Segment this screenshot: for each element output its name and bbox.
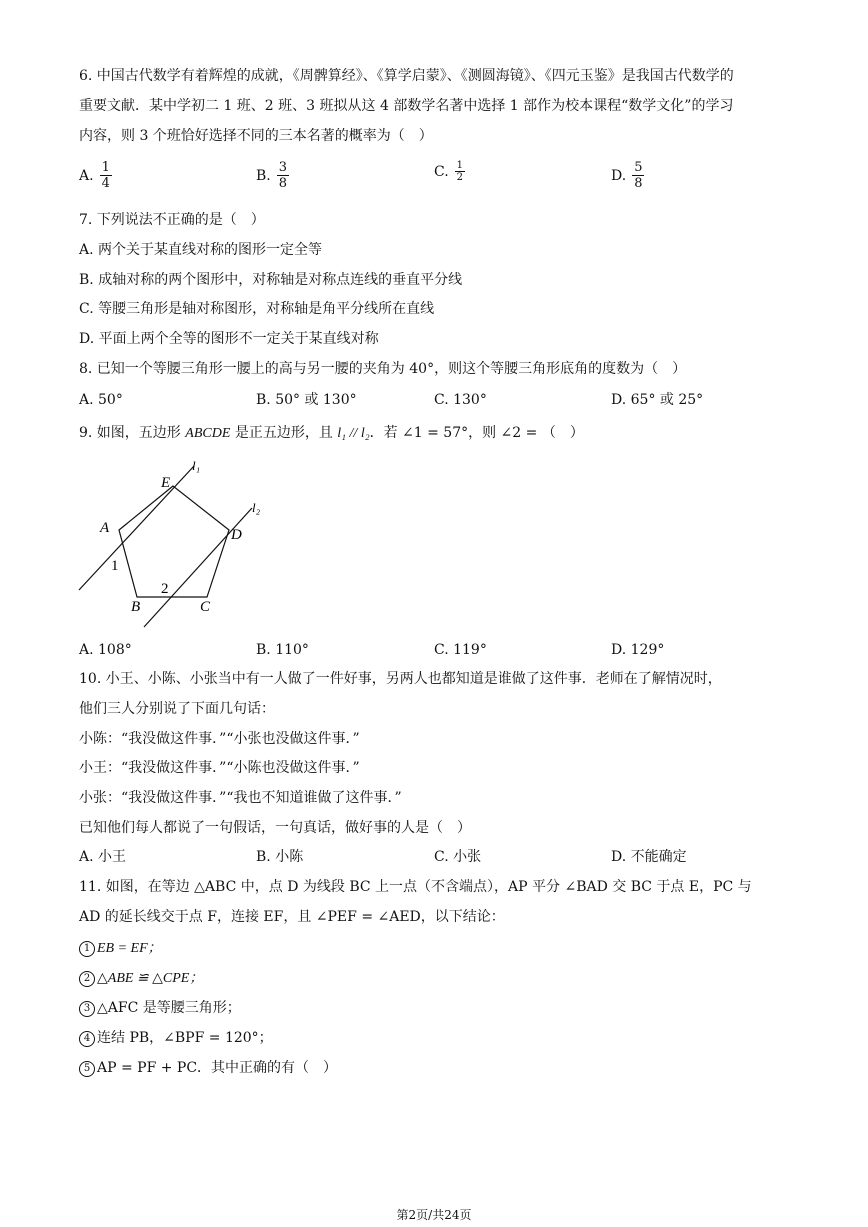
q9-option-d[interactable]: D. 129° bbox=[611, 642, 665, 658]
q11-conclusion-3: 3 △AFC 是等腰三角形； bbox=[79, 998, 241, 1018]
q6-line-3: 内容，则 3 个班恰好选择不同的三本名著的概率为（ ） bbox=[79, 128, 433, 144]
q11-line-1: 11. 如图，在等边 △ABC 中，点 D 为线段 BC 上一点（不含端点），AP 平分 ∠BAD 交 BC 于点 E，PC 与 bbox=[79, 879, 752, 895]
page-number: 第2页/共24页 bbox=[396, 1208, 472, 1222]
q8-options bbox=[79, 390, 799, 426]
label-a: A bbox=[100, 520, 110, 536]
q11-conclusion-1: 1 EB = EF； bbox=[79, 938, 162, 959]
q9-option-c[interactable]: C. 119° bbox=[434, 642, 487, 658]
label-d: D bbox=[231, 527, 242, 543]
q11-conclusion-5: 5 AP = PF + PC．其中正确的有（ ） bbox=[79, 1058, 337, 1078]
q6-line-2: 重要文献．某中学初二 1 班、2 班、3 班拟从这 4 部数学名著中选择 1 部作为校本课程“数学文化”的学习 bbox=[79, 98, 734, 114]
q11-line-2: AD 的延长线交于点 F，连接 EF，且 ∠PEF = ∠AED，以下结论： bbox=[79, 909, 505, 925]
q7-option-d[interactable]: D. 平面上两个全等的图形不一定关于某直线对称 bbox=[79, 331, 379, 347]
q10-option-c[interactable]: C. 小张 bbox=[434, 849, 482, 865]
q8-option-c[interactable]: C. 130° bbox=[434, 392, 487, 408]
label-l1: l₁ bbox=[192, 458, 201, 473]
circled-number-3: 3 bbox=[79, 1001, 95, 1017]
q9-stem: 9. 如图，五边形 ABCDE 是正五边形，且 l₁ // l₂．若 ∠1 = 57°，则 ∠2 = （ ） bbox=[79, 425, 584, 441]
q8-option-b[interactable]: B. 50° 或 130° bbox=[256, 392, 357, 408]
circled-number-5: 5 bbox=[79, 1061, 95, 1077]
q6-options bbox=[79, 160, 799, 196]
q8-option-a[interactable]: A. 50° bbox=[79, 392, 123, 408]
label-angle-2: 2 bbox=[161, 581, 169, 597]
q10-option-d[interactable]: D. 不能确定 bbox=[611, 849, 687, 865]
q11-conclusion-4: 4 连结 PB，∠BPF = 120°； bbox=[79, 1028, 273, 1048]
q10-option-a[interactable]: A. 小王 bbox=[79, 849, 127, 865]
q10-statement-chen: 小陈：“我没做这件事．”“小张也没做这件事．” bbox=[79, 731, 360, 747]
q10-line-2: 他们三人分别说了下面几句话： bbox=[79, 701, 275, 717]
label-e: E bbox=[161, 475, 171, 491]
q10-line-1: 10. 小王、小陈、小张当中有一人做了一件好事，另两人也都知道是谁做了这件事．老师在了解情况时， bbox=[79, 671, 722, 687]
line-l1 bbox=[79, 466, 194, 590]
label-b: B bbox=[131, 599, 141, 615]
q11-conclusion-2: 2 △ABE ≌ △CPE； bbox=[79, 968, 203, 989]
q7-stem: 7. 下列说法不正确的是（ ） bbox=[79, 212, 265, 228]
q10-statement-zhang: 小张：“我没做这件事．”“我也不知道谁做了这件事．” bbox=[79, 790, 402, 806]
q6-option-b[interactable]: B. 3 8 bbox=[256, 160, 288, 191]
q6-option-d[interactable]: D. 5 8 bbox=[611, 160, 643, 191]
label-l2: l₂ bbox=[252, 500, 261, 515]
label-angle-1: 1 bbox=[111, 558, 119, 574]
q7-option-c[interactable]: C. 等腰三角形是轴对称图形，对称轴是角平分线所在直线 bbox=[79, 301, 435, 317]
q8-stem: 8. 已知一个等腰三角形一腰上的高与另一腰的夹角为 40°，则这个等腰三角形底角的度数为（ ） bbox=[79, 361, 687, 377]
label-c: C bbox=[200, 599, 211, 615]
circled-number-1: 1 bbox=[79, 941, 95, 957]
q10-line-3: 已知他们每人都说了一句假话，一句真话，做好事的人是（ ） bbox=[79, 820, 471, 836]
q7-option-a[interactable]: A. 两个关于某直线对称的图形一定全等 bbox=[79, 242, 323, 258]
q10-option-b[interactable]: B. 小陈 bbox=[256, 849, 304, 865]
line-l2 bbox=[144, 508, 252, 627]
q7-option-b[interactable]: B. 成轴对称的两个图形中，对称轴是对称点连线的垂直平分线 bbox=[79, 272, 463, 288]
q9-option-b[interactable]: B. 110° bbox=[256, 642, 309, 658]
q6-option-a[interactable]: A. 1 4 bbox=[79, 160, 110, 191]
q8-option-d[interactable]: D. 65° 或 25° bbox=[611, 392, 704, 408]
circled-number-2: 2 bbox=[79, 971, 95, 987]
q6-line-1: 6. 中国古代数学有着辉煌的成就，《周髀算经》、《算学启蒙》、《测圆海镜》、《四元玉鉴》是我国古代数学的 bbox=[79, 68, 734, 84]
pentagon-figure bbox=[70, 452, 290, 634]
q6-option-c[interactable]: C. 1 2 bbox=[434, 160, 464, 183]
q9-option-a[interactable]: A. 108° bbox=[79, 642, 132, 658]
q10-statement-wang: 小王：“我没做这件事．”“小陈也没做这件事．” bbox=[79, 760, 360, 776]
pentagon-abcde bbox=[119, 486, 229, 597]
circled-number-4: 4 bbox=[79, 1031, 95, 1047]
